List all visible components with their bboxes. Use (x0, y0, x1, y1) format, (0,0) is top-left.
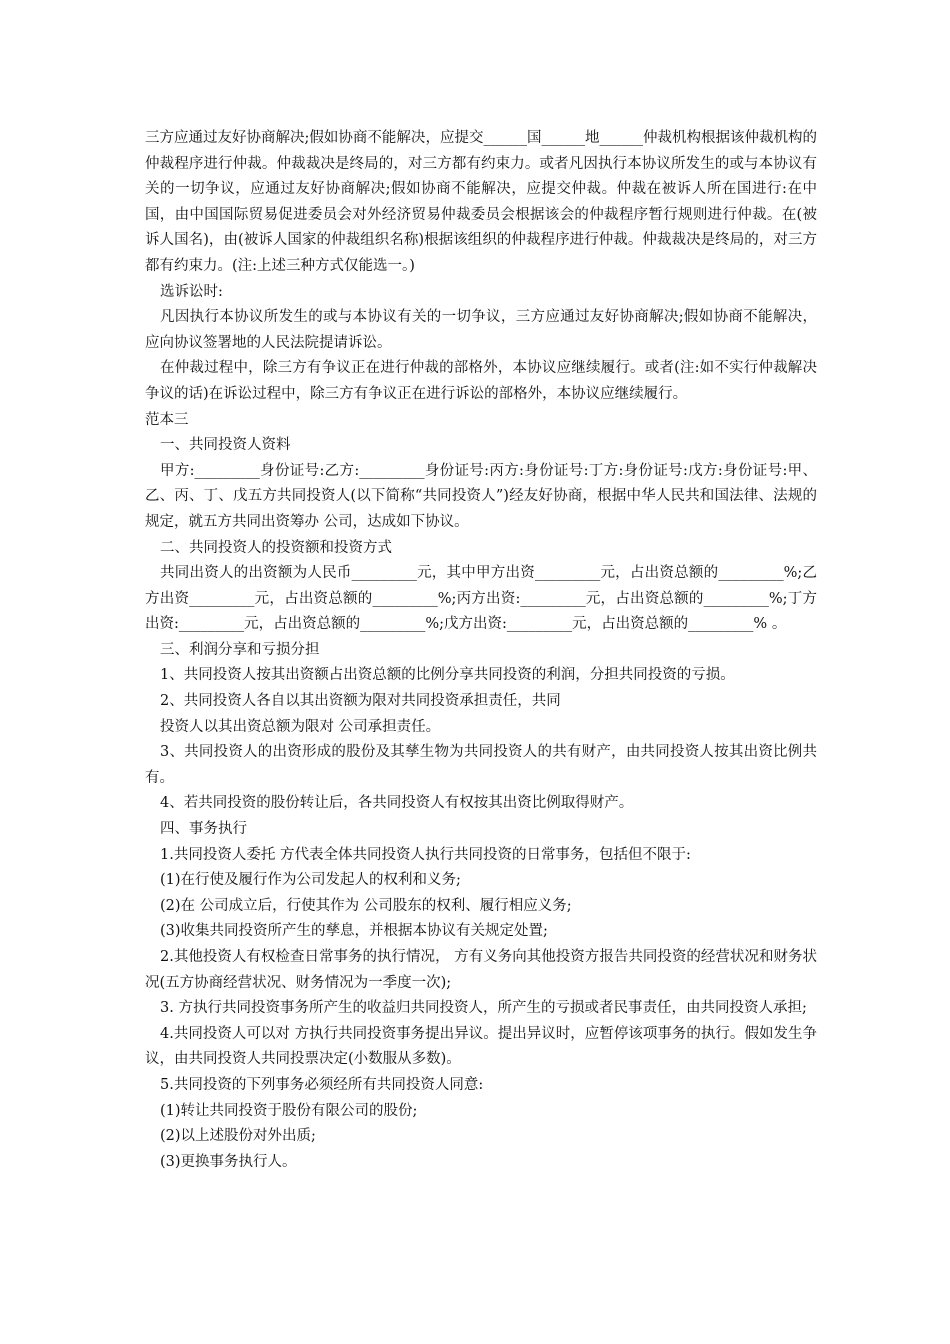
heading-profit-loss: 三、利润分享和亏损分担 (160, 641, 320, 658)
section-title-template-three: 范本三 (145, 411, 189, 428)
paragraph-litigation-clause: 凡因执行本协议所发生的或与本协议有关的一切争议，三方应通过友好协商解决;假如协商不能解决，应向协议签署地的人民法院提请诉讼。 (145, 309, 817, 351)
heading-investment-amount: 二、共同投资人的投资额和投资方式 (160, 539, 392, 556)
paragraph-affairs-5-1: (1)转让共同投资于股份有限公司的股份; (160, 1102, 418, 1119)
paragraph-affairs-2: 2.其他投资人有权检查日常事务的执行情况， 方有义务向其他投资方报告共同投资的经营状况和财务状况(五方协商经营状况、财务情况为一季度一次); (145, 949, 817, 991)
paragraph-continued-performance: 在仲裁过程中，除三方有争议正在进行仲裁的部格外，本协议应继续履行。或者(注:如不实行仲裁解决争议的话)在诉讼过程中，除三方有争议正在进行诉讼的部格外，本协议应继续履行。 (145, 360, 817, 402)
heading-affairs-execution: 四、事务执行 (160, 821, 247, 838)
paragraph-affairs-5: 5.共同投资的下列事务必须经所有共同投资人同意: (160, 1076, 484, 1093)
paragraph-affairs-1-1: (1)在行使及履行作为公司发起人的权利和义务; (160, 872, 461, 889)
paragraph-profit-2: 2、共同投资人各自以其出资额为限对共同投资承担责任，共同 (160, 693, 561, 710)
heading-investor-info: 一、共同投资人资料 (160, 437, 291, 454)
paragraph-affairs-4: 4.共同投资人可以对 方执行共同投资事务提出异议。提出异议时，应暂停该项事务的执行。假如发生争议，由共同投资人共同投票决定(小数服从多数)。 (145, 1025, 817, 1068)
paragraph-affairs-1: 1.共同投资人委托 方代表全体共同投资人执行共同投资的日常事务，包括但不限于: (160, 846, 691, 863)
paragraph-affairs-5-3: (3)更换事务执行人。 (160, 1153, 297, 1170)
paragraph-arbitration-clause: 三方应通过友好协商解决;假如协商不能解决，应提交______国______地______仲裁机构根据该仲裁机构的仲裁程序进行仲裁。仲裁裁决是终局的，对三方都有约束力。或者凡因执行本协议所发生的或与本协议有关的一切争议，应通过友好协商解决;假如协商不能解决，应提交仲裁。仲裁在被诉人所在国进行:在中国，由中国国际贸易促进委员会对外经济贸易仲裁委员会根据该会的仲裁程序暂行规则进行仲裁。在(被诉人国名)，由(被诉人国家的仲裁组织名称)根据该组织的仲裁程序进行仲裁。仲裁裁决是终局的，对三方都有约束力。(注:上述三种方式仅能选一。) (145, 130, 817, 274)
paragraph-profit-4: 4、若共同投资的股份转让后，各共同投资人有权按其出资比例取得财产。 (160, 795, 634, 812)
paragraph-affairs-5-2: (2)以上述股份对外出质; (160, 1128, 316, 1145)
paragraph-affairs-1-2: (2)在 公司成立后，行使其作为 公司股东的权利、履行相应义务; (160, 897, 572, 914)
paragraph-investment-amount: 共同出资人的出资额为人民币_________元，其中甲方出资_________元，占出资总额的_________%;乙方出资_________元，占出资总额的_________%;丙方出资:_________元，占出资总额的_________%;丁方出资:_________元，占出资总额的_________%;戊方出资:_________元，占出资总额的_________% 。 (145, 565, 817, 633)
paragraph-affairs-1-3: (3)收集共同投资所产生的孳息，并根据本协议有关规定处置; (160, 923, 548, 940)
paragraph-affairs-3: 3. 方执行共同投资事务所产生的收益归共同投资人，所产生的亏损或者民事责任，由共同投资人承担; (160, 1000, 807, 1017)
document-page (145, 126, 817, 1175)
paragraph-investor-info: 甲方:_________身份证号:乙方:_________身份证号:丙方:身份证号:丁方:身份证号:戊方:身份证号:甲、乙、丙、丁、戊五方共同投资人(以下简称“共同投资人”)经友好协商，根据中华人民共和国法律、法规的规定，就五方共同出资筹办 公司，达成如下协议。 (145, 462, 817, 530)
paragraph-litigation-heading: 选诉讼时: (160, 283, 223, 300)
paragraph-profit-2-cont: 投资人以其出资总额为限对 公司承担责任。 (160, 718, 441, 735)
paragraph-profit-1: 1、共同投资人按其出资额占出资总额的比例分享共同投资的利润，分担共同投资的亏损。 (160, 667, 735, 684)
paragraph-profit-3: 3、共同投资人的出资形成的股份及其孳生物为共同投资人的共有财产，由共同投资人按其出资比例共有。 (145, 744, 817, 786)
